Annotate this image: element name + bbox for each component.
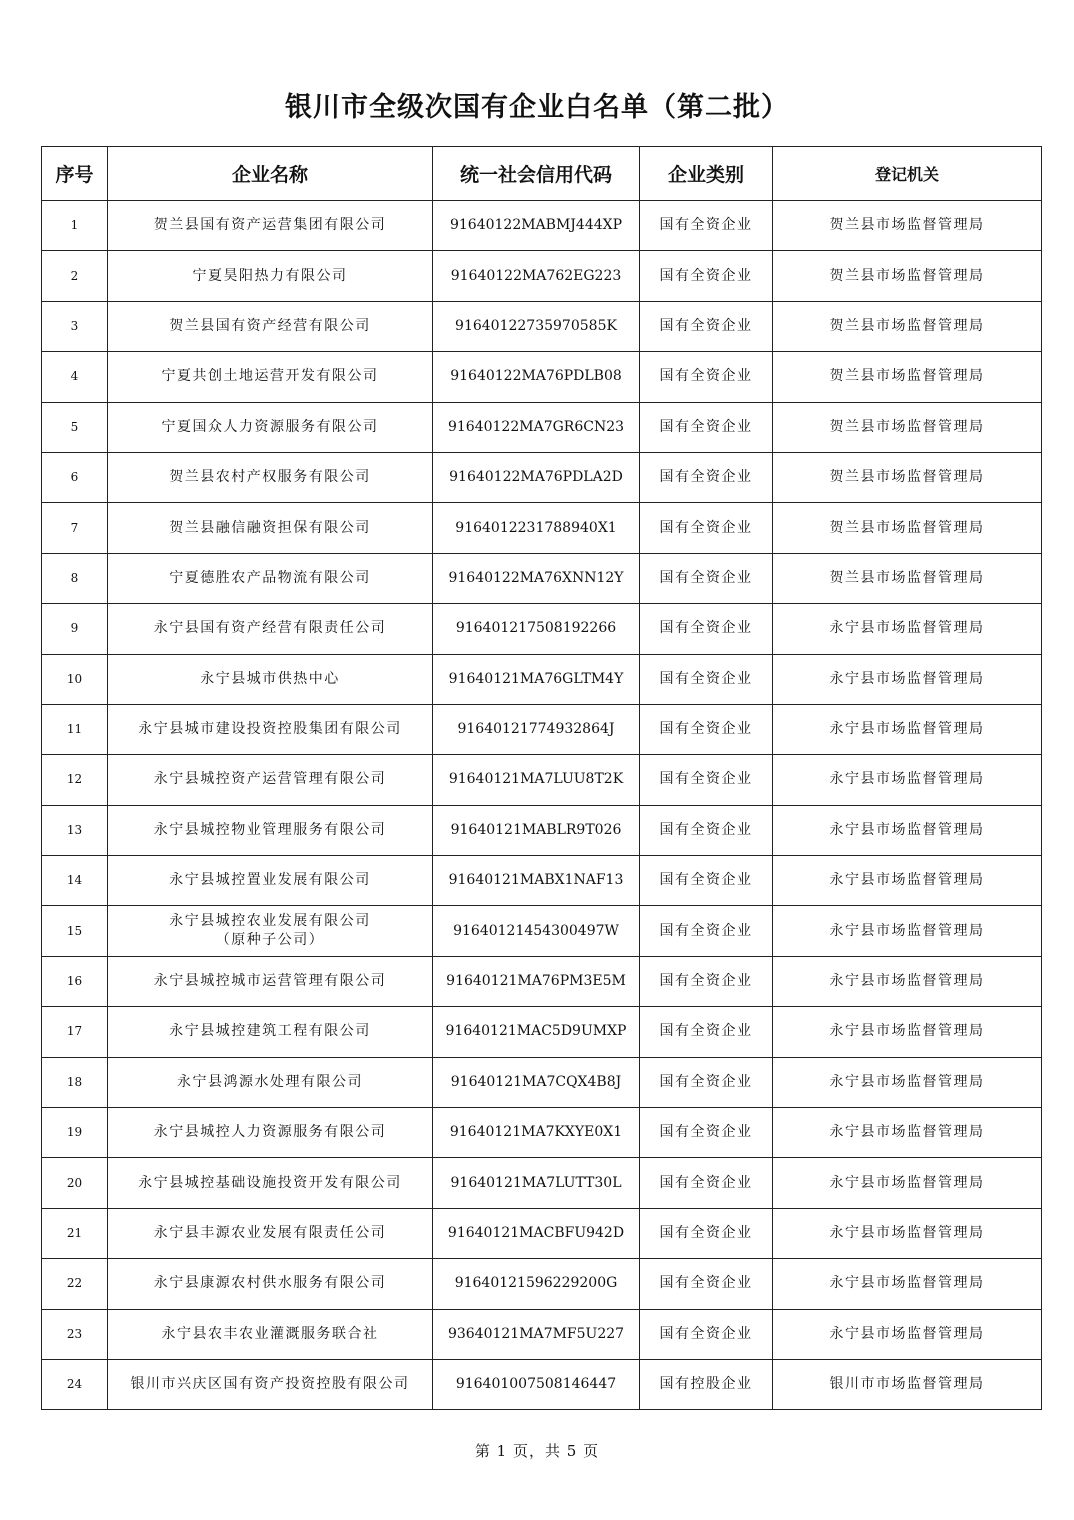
row-category: 国有控股企业 [640,1359,773,1409]
row-credit-code: 91640122MA76XNN12Y [433,553,640,603]
row-enterprise-name [108,604,433,654]
enterprise-name-text: 永宁县城控人力资源服务有限公司 [153,1124,387,1141]
row-enterprise-name [108,956,433,1006]
table-row [42,856,1042,906]
row-category: 国有全资企业 [640,1259,773,1309]
row-category: 国有全资企业 [640,1309,773,1359]
enterprise-name-text: 永宁县城市供热中心 [200,670,340,687]
row-seq: 23 [42,1309,108,1359]
enterprise-name-text: 银川市兴庆区国有资产投资控股有限公司 [130,1376,410,1393]
row-category: 国有全资企业 [640,1158,773,1208]
row-category: 国有全资企业 [640,1208,773,1258]
table-row [42,1057,1042,1107]
enterprise-name-text: 永宁县丰源农业发展有限责任公司 [153,1225,387,1241]
row-seq: 8 [42,553,108,603]
row-authority: 永宁县市场监督管理局 [773,1108,1042,1158]
table-row [42,906,1042,956]
row-category: 国有全资企业 [640,654,773,704]
row-credit-code: 91640121774932864J [433,704,640,754]
row-credit-code: 91640121MABLR9T026 [433,805,640,855]
row-category: 国有全资企业 [640,956,773,1006]
enterprise-name-text: 贺兰县融信融资担保有限公司 [169,519,371,536]
row-category: 国有全资企业 [640,352,773,402]
row-credit-code: 9164012231788940X1 [433,503,640,553]
row-enterprise-name [108,1259,433,1309]
row-authority: 永宁县市场监督管理局 [773,704,1042,754]
row-enterprise-name [108,1359,433,1409]
row-seq: 19 [42,1108,108,1158]
row-seq: 1 [42,201,108,251]
row-enterprise-name [108,301,433,351]
row-seq: 24 [42,1359,108,1409]
table-row [42,1158,1042,1208]
row-credit-code: 91640122MA76PDLB08 [433,352,640,402]
row-credit-code: 91640121MAC5D9UMXP [433,1007,640,1057]
row-category: 国有全资企业 [640,1007,773,1057]
row-category: 国有全资企业 [640,906,773,956]
enterprise-name-text: 永宁县农丰农业灌溉服务联合社 [161,1325,379,1342]
row-credit-code: 91640121MA7LUTT30L [433,1158,640,1208]
row-seq: 11 [42,704,108,754]
row-credit-code: 91640121MA7LUU8T2K [433,755,640,805]
table-row [42,251,1042,301]
table-row [42,503,1042,553]
row-credit-code: 91640121MA76PM3E5M [433,956,640,1006]
row-credit-code: 91640121596229200G [433,1259,640,1309]
row-seq: 2 [42,251,108,301]
row-credit-code: 91640122MA7GR6CN23 [433,402,640,452]
table-row [42,1359,1042,1409]
row-authority: 贺兰县市场监督管理局 [773,503,1042,553]
enterprise-name-text: 宁夏昊阳热力有限公司 [192,267,348,284]
table-row [42,956,1042,1006]
row-enterprise-name [108,704,433,754]
row-seq: 7 [42,503,108,553]
enterprise-name-text: 宁夏德胜农产品物流有限公司 [169,569,371,586]
enterprise-whitelist-table [41,146,1042,1410]
row-credit-code: 93640121MA7MF5U227 [433,1309,640,1359]
table-row [42,201,1042,251]
row-authority: 贺兰县市场监督管理局 [773,402,1042,452]
enterprise-name-text: 永宁县城控基础设施投资开发有限公司 [138,1174,402,1191]
row-enterprise-name [108,553,433,603]
row-seq: 10 [42,654,108,704]
enterprise-name-text: 宁夏共创土地运营开发有限公司 [161,368,379,385]
row-enterprise-name [108,1158,433,1208]
row-seq: 5 [42,402,108,452]
row-seq: 20 [42,1158,108,1208]
table-row [42,1309,1042,1359]
enterprise-name-text: 贺兰县国有资产运营集团有限公司 [153,217,387,234]
row-credit-code: 91640121MA76GLTM4Y [433,654,640,704]
row-authority: 贺兰县市场监督管理局 [773,201,1042,251]
row-authority: 贺兰县市场监督管理局 [773,452,1042,502]
row-credit-code: 91640121MABX1NAF13 [433,856,640,906]
table-row [42,755,1042,805]
row-category: 国有全资企业 [640,856,773,906]
row-category: 国有全资企业 [640,805,773,855]
row-authority: 贺兰县市场监督管理局 [773,251,1042,301]
row-credit-code: 91640122MA762EG223 [433,251,640,301]
table-row [42,402,1042,452]
row-enterprise-name [108,1108,433,1158]
row-category: 国有全资企业 [640,1108,773,1158]
row-authority: 永宁县市场监督管理局 [773,805,1042,855]
row-credit-code: 91640122MA76PDLA2D [433,452,640,502]
row-enterprise-name [108,251,433,301]
row-enterprise-name [108,654,433,704]
row-authority: 永宁县市场监督管理局 [773,906,1042,956]
enterprise-name-text: 永宁县城控农业发展有限公司 [169,913,371,930]
row-enterprise-name [108,503,433,553]
table-row [42,704,1042,754]
row-category: 国有全资企业 [640,553,773,603]
row-authority: 永宁县市场监督管理局 [773,1259,1042,1309]
row-seq: 3 [42,301,108,351]
row-enterprise-name [108,1057,433,1107]
row-enterprise-name [108,755,433,805]
row-seq: 4 [42,352,108,402]
column-header-name: 企业名称 [108,147,433,201]
enterprise-name-text: 永宁县城市建设投资控股集团有限公司 [138,721,402,738]
page-title: 银川市全级次国有企业白名单（第二批） [285,92,789,123]
row-enterprise-name [108,352,433,402]
row-enterprise-name [108,201,433,251]
row-authority: 永宁县市场监督管理局 [773,755,1042,805]
row-seq: 16 [42,956,108,1006]
column-header-category: 企业类别 [640,147,773,201]
table-row [42,352,1042,402]
enterprise-name-text: 永宁县城控资产运营管理有限公司 [153,771,387,788]
table-row [42,452,1042,502]
row-category: 国有全资企业 [640,452,773,502]
row-seq: 17 [42,1007,108,1057]
row-enterprise-name [108,906,433,956]
row-authority: 贺兰县市场监督管理局 [773,352,1042,402]
row-enterprise-name [108,452,433,502]
row-enterprise-name [108,1007,433,1057]
row-enterprise-name [108,856,433,906]
row-authority: 永宁县市场监督管理局 [773,956,1042,1006]
row-authority: 永宁县市场监督管理局 [773,1057,1042,1107]
row-authority: 永宁县市场监督管理局 [773,856,1042,906]
row-authority: 永宁县市场监督管理局 [773,1158,1042,1208]
table-row [42,301,1042,351]
row-seq: 18 [42,1057,108,1107]
table-body [42,201,1042,1410]
column-header-authority: 登记机关 [773,147,1042,201]
enterprise-name-text: 永宁县鸿源水处理有限公司 [177,1073,363,1090]
row-category: 国有全资企业 [640,503,773,553]
row-enterprise-name [108,1309,433,1359]
row-category: 国有全资企业 [640,1057,773,1107]
row-enterprise-name [108,805,433,855]
row-category: 国有全资企业 [640,402,773,452]
row-category: 国有全资企业 [640,201,773,251]
table-row [42,654,1042,704]
table-header-row [42,147,1042,201]
enterprise-name-text: 贺兰县农村产权服务有限公司 [169,469,371,486]
row-authority: 永宁县市场监督管理局 [773,654,1042,704]
table-row [42,1108,1042,1158]
row-authority: 永宁县市场监督管理局 [773,1309,1042,1359]
table-row [42,553,1042,603]
table-row [42,1208,1042,1258]
row-seq: 22 [42,1259,108,1309]
table-row [42,1007,1042,1057]
row-credit-code: 91640121MA7CQX4B8J [433,1057,640,1107]
row-authority: 贺兰县市场监督管理局 [773,553,1042,603]
enterprise-name-text: 永宁县城控城市运营管理有限公司 [153,973,387,990]
row-authority: 永宁县市场监督管理局 [773,1208,1042,1258]
row-category: 国有全资企业 [640,251,773,301]
table-row [42,1259,1042,1309]
row-authority: 银川市市场监督管理局 [773,1359,1042,1409]
enterprise-name-note: （原种子公司） [215,932,325,949]
column-header-credit-code: 统一社会信用代码 [433,147,640,201]
row-seq: 9 [42,604,108,654]
row-seq: 12 [42,755,108,805]
row-enterprise-name [108,1208,433,1258]
enterprise-name-text: 贺兰县国有资产经营有限公司 [169,317,371,334]
row-category: 国有全资企业 [640,301,773,351]
row-seq: 15 [42,906,108,956]
row-category: 国有全资企业 [640,704,773,754]
row-credit-code: 91640122735970585K [433,301,640,351]
row-category: 国有全资企业 [640,604,773,654]
row-credit-code: 91640121MA7KXYE0X1 [433,1108,640,1158]
row-credit-code: 91640121454300497W [433,906,640,956]
row-credit-code: 916401217508192266 [433,604,640,654]
row-authority: 贺兰县市场监督管理局 [773,301,1042,351]
row-category: 国有全资企业 [640,755,773,805]
row-seq: 6 [42,452,108,502]
enterprise-name-text: 永宁县城控置业发展有限公司 [169,872,371,889]
table-row [42,604,1042,654]
enterprise-name-text: 宁夏国众人力资源服务有限公司 [161,418,379,435]
row-credit-code: 91640121MACBFU942D [433,1208,640,1258]
page-number: 第 1 页，共 5 页 [474,1442,600,1460]
column-header-seq: 序号 [42,147,108,201]
enterprise-name-text: 永宁县城控建筑工程有限公司 [169,1023,371,1040]
enterprise-name-text: 永宁县国有资产经营有限责任公司 [153,620,387,637]
row-seq: 14 [42,856,108,906]
row-seq: 13 [42,805,108,855]
table-row [42,805,1042,855]
row-authority: 永宁县市场监督管理局 [773,1007,1042,1057]
row-authority: 永宁县市场监督管理局 [773,604,1042,654]
enterprise-name-text: 永宁县康源农村供水服务有限公司 [153,1275,387,1292]
row-credit-code: 91640122MABMJ444XP [433,201,640,251]
row-credit-code: 916401007508146447 [433,1359,640,1409]
enterprise-name-text: 永宁县城控物业管理服务有限公司 [153,821,387,838]
row-enterprise-name [108,402,433,452]
row-seq: 21 [42,1208,108,1258]
